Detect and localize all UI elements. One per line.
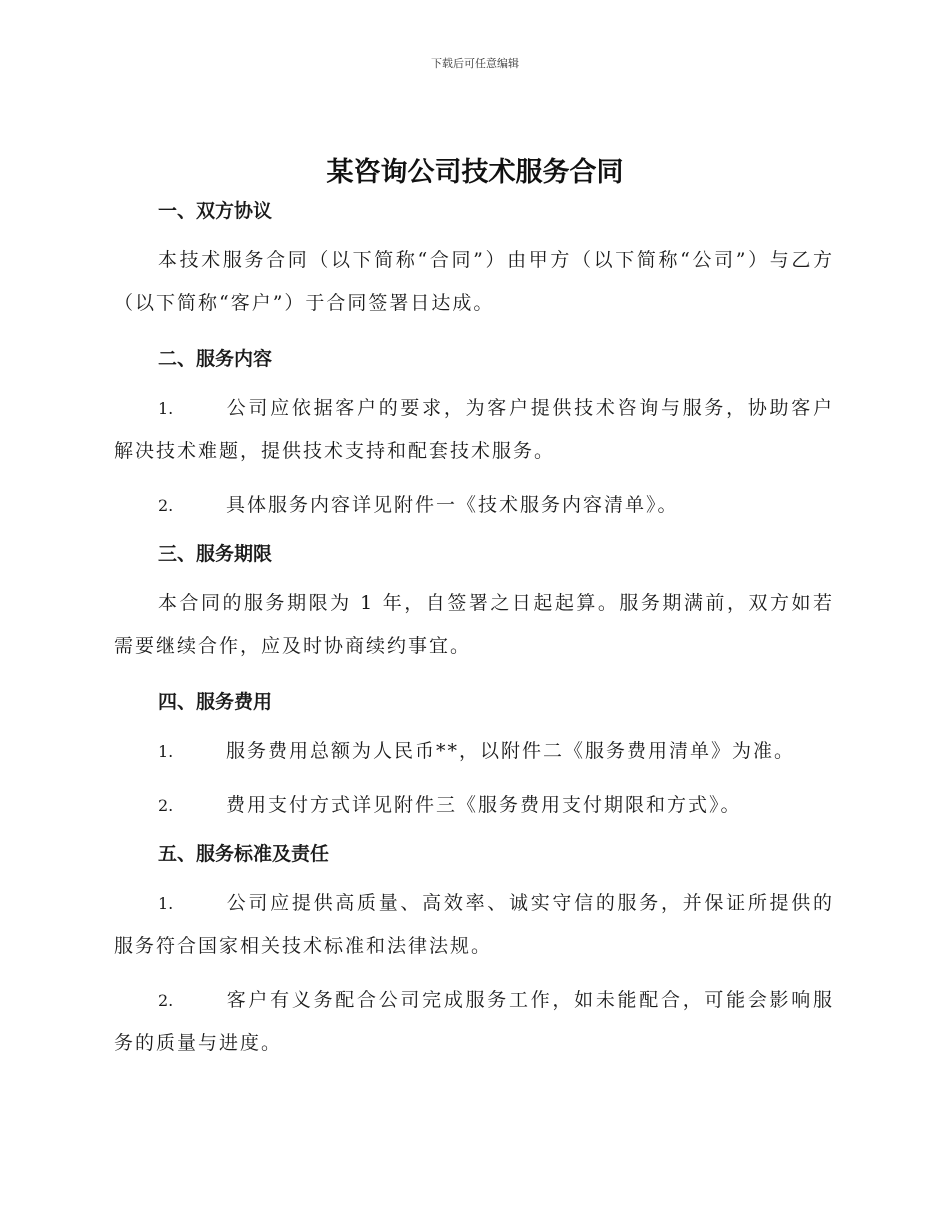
list-item xyxy=(114,387,834,473)
section-paragraph-service-period: 本合同的服务期限为 1 年，自签署之日起起算。服务期满前，双方如若需要继续合作，应及时协商续约事宜。 xyxy=(114,592,834,657)
section-heading-service-content: 二、服务内容 xyxy=(158,348,273,370)
item-text: 具体服务内容详见附件一《技术服务内容清单》。 xyxy=(226,494,679,516)
item-number: 1. xyxy=(158,399,174,418)
section-heading-service-standards: 五、服务标准及责任 xyxy=(158,843,330,865)
list-item xyxy=(114,784,834,827)
list-item xyxy=(114,730,834,773)
section-paragraph-agreement: 本技术服务合同（以下简称“合同”）由甲方（以下简称“公司”）与乙方（以下简称“客户”）于合同签署日达成。 xyxy=(114,249,834,314)
contract-body xyxy=(114,195,834,1065)
item-text: 公司应依据客户的要求，为客户提供技术咨询与服务，协助客户解决技术难题，提供技术支持和配套技术服务。 xyxy=(114,397,834,462)
page-title: 某咨询公司技术服务合同 xyxy=(326,157,624,188)
section-heading-agreement: 一、双方协议 xyxy=(158,200,273,222)
item-number: 2. xyxy=(158,991,174,1010)
list-item xyxy=(114,979,834,1065)
item-number: 2. xyxy=(158,796,174,815)
section-heading-service-period: 三、服务期限 xyxy=(158,543,273,565)
item-number: 1. xyxy=(158,742,174,761)
list-item xyxy=(114,484,834,527)
list-item xyxy=(114,882,834,968)
item-text: 公司应提供高质量、高效率、诚实守信的服务，并保证所提供的服务符合国家相关技术标准和法律法规。 xyxy=(114,892,834,957)
item-number: 1. xyxy=(158,894,174,913)
item-text: 费用支付方式详见附件三《服务费用支付期限和方式》。 xyxy=(226,794,742,816)
item-number: 2. xyxy=(158,496,174,515)
header-note: 下载后可任意编辑 xyxy=(431,57,519,70)
section-heading-service-fees: 四、服务费用 xyxy=(158,691,273,713)
item-text: 客户有义务配合公司完成服务工作，如未能配合，可能会影响服务的质量与进度。 xyxy=(114,989,834,1054)
item-text: 服务费用总额为人民币**，以附件二《服务费用清单》为准。 xyxy=(226,740,796,762)
